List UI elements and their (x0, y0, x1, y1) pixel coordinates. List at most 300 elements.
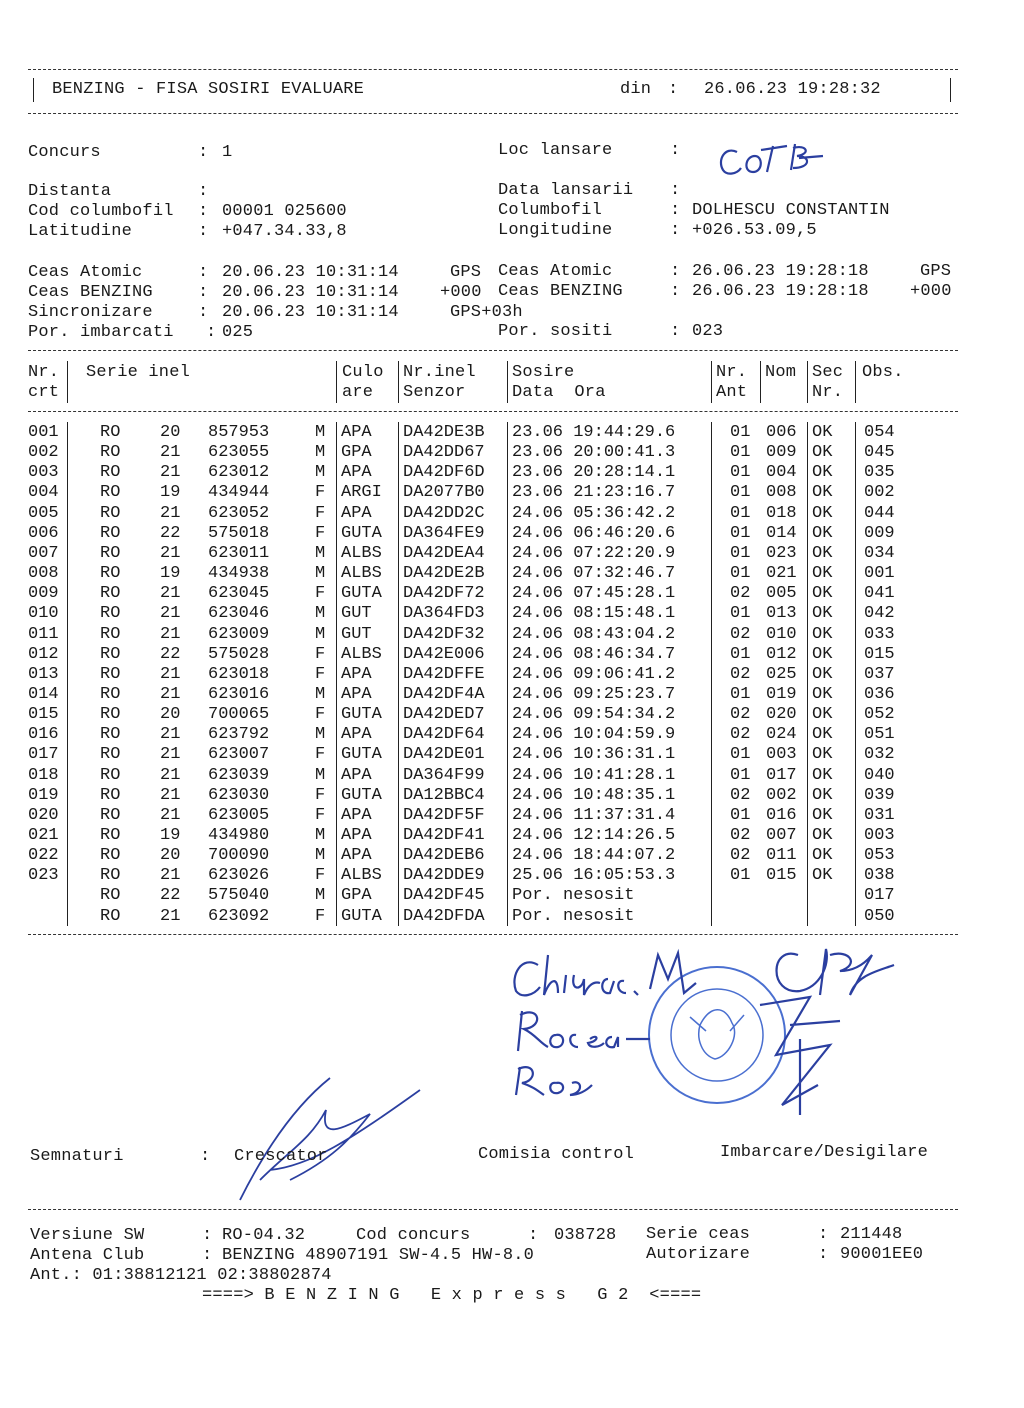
columbofil-label: Columbofil (498, 201, 603, 220)
cell-country: RO (100, 463, 121, 483)
cell-country: RO (100, 684, 121, 704)
cell-antenna: 01 (730, 805, 751, 825)
cell-antenna: 01 (730, 543, 751, 563)
cell-year: 21 (160, 543, 181, 563)
colon: : (670, 201, 681, 220)
cell-sensor: DA42DED7 (403, 705, 485, 725)
cell-arrival: Por. nesosit (512, 886, 635, 906)
colon: : (670, 141, 681, 160)
cell-ring-number: 623007 (208, 745, 270, 765)
cell-sec: OK (812, 584, 833, 604)
table-row (0, 786, 1024, 806)
cell-year: 21 (160, 906, 181, 926)
cell-nom: 002 (766, 785, 797, 805)
cell-obs: 017 (864, 886, 895, 906)
clock-left-2-suffix: GPS+03h (450, 303, 523, 322)
cell-antenna: 01 (730, 463, 751, 483)
cell-antenna: 01 (730, 604, 751, 624)
cell-nom: 003 (766, 745, 797, 765)
cell-color: APA (341, 463, 372, 483)
cell-color: GUT (341, 624, 372, 644)
cell-year: 21 (160, 624, 181, 644)
handwritten-signatures (500, 935, 900, 1135)
colon: : (202, 1226, 213, 1245)
cell-nom: 023 (766, 543, 797, 563)
cell-sec: OK (812, 523, 833, 543)
cell-obs: 037 (864, 664, 895, 684)
semnaturi-label: Semnaturi (30, 1147, 124, 1166)
cell-arrival: 24.06 18:44:07.2 (512, 846, 676, 866)
cell-sec: OK (812, 765, 833, 785)
cod-concurs-value: 038728 (554, 1226, 617, 1245)
cell-sex: F (315, 866, 326, 886)
serie-ceas-value: 211448 (840, 1225, 903, 1244)
cell-sec: OK (812, 846, 833, 866)
col-header-obs: Obs. (862, 363, 904, 382)
cell-sensor: DA42DDE9 (403, 866, 485, 886)
col-header-serie: Serie inel (86, 363, 191, 382)
antena-label: Antena Club (30, 1246, 145, 1265)
cell-color: APA (341, 826, 372, 845)
col-header-culoare-2: are (342, 383, 374, 402)
cell-antenna: 01 (730, 745, 751, 765)
cell-nr-crt: 003 (28, 463, 59, 483)
col-header-inel-2: Senzor (403, 383, 466, 402)
cell-sensor: DA42DEA4 (403, 543, 485, 563)
cell-year: 21 (160, 463, 181, 483)
col-header-crt: crt (28, 383, 60, 402)
cell-country: RO (100, 785, 121, 805)
cell-year: 21 (160, 443, 181, 463)
table-row (0, 645, 1024, 665)
cell-nr-crt: 001 (28, 423, 59, 442)
colon: : (198, 202, 209, 221)
cell-ring-number: 575018 (208, 523, 270, 543)
cell-nom: 024 (766, 725, 797, 745)
cell-nom: 014 (766, 523, 797, 543)
colon: : (198, 263, 209, 282)
cell-country: RO (100, 866, 121, 886)
table-row (0, 766, 1024, 786)
col-header-inel-1: Nr.inel (403, 363, 476, 382)
col-header-sosire-2: Data Ora (512, 383, 606, 402)
cell-sex: M (315, 443, 326, 463)
cell-sensor: DA364F99 (403, 765, 485, 785)
colon: : (670, 322, 681, 341)
cell-sex: M (315, 624, 326, 644)
distanta-label: Distanta (28, 182, 112, 201)
table-row (0, 907, 1024, 927)
official-stamp (649, 967, 785, 1103)
cell-nr-crt: 022 (28, 846, 59, 866)
cell-arrival: 23.06 19:44:29.6 (512, 423, 676, 442)
cell-country: RO (100, 765, 121, 785)
cell-nom: 013 (766, 604, 797, 624)
loc-lansare-handwriting (715, 138, 825, 178)
cell-arrival: 24.06 12:14:26.5 (512, 826, 676, 845)
table-row (0, 886, 1024, 906)
cell-antenna: 01 (730, 503, 751, 523)
cell-year: 20 (160, 846, 181, 866)
cell-country: RO (100, 826, 121, 845)
cell-ring-number: 575040 (208, 886, 270, 906)
cell-color: ALBS (341, 543, 382, 563)
cell-year: 21 (160, 765, 181, 785)
concurs-label: Concurs (28, 143, 101, 162)
cell-sex: M (315, 604, 326, 624)
cell-antenna: 01 (730, 564, 751, 584)
cell-arrival: 25.06 16:05:53.3 (512, 866, 676, 886)
cell-nom: 025 (766, 664, 797, 684)
cell-arrival: 24.06 05:36:42.2 (512, 503, 676, 523)
cell-nr-crt: 013 (28, 664, 59, 684)
colon: : (670, 262, 681, 281)
cell-ring-number: 623018 (208, 664, 270, 684)
cell-color: APA (341, 684, 372, 704)
cell-sex: M (315, 463, 326, 483)
table-row (0, 584, 1024, 604)
cell-antenna: 01 (730, 523, 751, 543)
cell-color: GUT (341, 604, 372, 624)
clock-right-0-value: 26.06.23 19:28:18 (692, 262, 869, 281)
columbofil-value: DOLHESCU CONSTANTIN (692, 201, 890, 220)
cell-sec: OK (812, 684, 833, 704)
cod-concurs-label: Cod concurs (356, 1226, 471, 1245)
comisia-control-label: Comisia control (478, 1145, 635, 1164)
cell-sex: M (315, 765, 326, 785)
col-header-nr: Nr. (28, 363, 60, 382)
cell-antenna: 01 (730, 423, 751, 442)
cell-obs: 051 (864, 725, 895, 745)
data-lansarii-label: Data lansarii (498, 181, 634, 200)
table-row (0, 826, 1024, 846)
cell-sec: OK (812, 705, 833, 725)
cell-color: GUTA (341, 785, 382, 805)
cell-sensor: DA42DF6D (403, 463, 485, 483)
cell-country: RO (100, 584, 121, 604)
cell-color: APA (341, 664, 372, 684)
cell-arrival: 23.06 21:23:16.7 (512, 483, 676, 503)
cell-sex: F (315, 805, 326, 825)
cell-obs: 040 (864, 765, 895, 785)
colon: : (200, 1147, 211, 1166)
versiune-label: Versiune SW (30, 1226, 145, 1245)
cell-country: RO (100, 564, 121, 584)
cell-antenna: 01 (730, 684, 751, 704)
cell-antenna: 01 (730, 765, 751, 785)
cell-arrival: 24.06 10:36:31.1 (512, 745, 676, 765)
cell-year: 21 (160, 725, 181, 745)
cell-nom: 006 (766, 423, 797, 442)
table-row (0, 685, 1024, 705)
cell-obs: 002 (864, 483, 895, 503)
cell-arrival: 24.06 09:25:23.7 (512, 684, 676, 704)
table-row (0, 725, 1024, 745)
cell-country: RO (100, 624, 121, 644)
cell-sex: M (315, 725, 326, 745)
clock-left-1-label: Ceas BENZING (28, 283, 153, 302)
cell-obs: 031 (864, 805, 895, 825)
cell-sex: F (315, 584, 326, 604)
cell-arrival: 23.06 20:00:41.3 (512, 443, 676, 463)
cell-year: 20 (160, 423, 181, 442)
cell-sec: OK (812, 624, 833, 644)
autorizare-value: 90001EE0 (840, 1245, 924, 1264)
table-row (0, 544, 1024, 564)
clock-left-0-label: Ceas Atomic (28, 263, 143, 282)
cell-ring-number: 623092 (208, 906, 270, 926)
cell-arrival: 24.06 09:54:34.2 (512, 705, 676, 725)
cell-obs: 033 (864, 624, 895, 644)
cell-ring-number: 857953 (208, 423, 270, 442)
cell-antenna: 02 (730, 846, 751, 866)
cell-obs: 050 (864, 906, 895, 926)
crescator-signature (230, 1070, 440, 1210)
cell-country: RO (100, 725, 121, 745)
cell-ring-number: 700065 (208, 705, 270, 725)
cell-color: APA (341, 765, 372, 785)
cell-sec: OK (812, 805, 833, 825)
cell-ring-number: 434938 (208, 564, 270, 584)
cell-arrival: 24.06 10:04:59.9 (512, 725, 676, 745)
cell-sex: M (315, 684, 326, 704)
cell-antenna: 02 (730, 725, 751, 745)
table-row (0, 463, 1024, 483)
cell-sex: M (315, 543, 326, 563)
cell-sex: F (315, 705, 326, 725)
cell-color: ARGI (341, 483, 382, 503)
cell-antenna: 02 (730, 826, 751, 845)
table-row (0, 665, 1024, 685)
cell-nr-crt: 017 (28, 745, 59, 765)
cell-nom: 011 (766, 846, 797, 866)
cell-sec: OK (812, 604, 833, 624)
cell-sec: OK (812, 866, 833, 886)
cell-sex: F (315, 523, 326, 543)
cell-obs: 001 (864, 564, 895, 584)
cell-year: 22 (160, 523, 181, 543)
cell-sec: OK (812, 443, 833, 463)
cell-ring-number: 623009 (208, 624, 270, 644)
cell-sensor: DA364FD3 (403, 604, 485, 624)
cell-color: GUTA (341, 705, 382, 725)
cell-country: RO (100, 664, 121, 684)
cell-arrival: 24.06 07:32:46.7 (512, 564, 676, 584)
cell-antenna: 02 (730, 664, 751, 684)
cell-obs: 052 (864, 705, 895, 725)
colon: : (198, 182, 209, 201)
cell-arrival: 24.06 08:15:48.1 (512, 604, 676, 624)
cell-country: RO (100, 745, 121, 765)
longitudine-value: +026.53.09,5 (692, 221, 817, 240)
colon: : (670, 181, 681, 200)
cell-sensor: DA42DF64 (403, 725, 485, 745)
cell-arrival: 24.06 07:45:28.1 (512, 584, 676, 604)
table-row (0, 846, 1024, 866)
cell-sensor: DA42DFDA (403, 906, 485, 926)
clock-left-0-suffix: GPS (450, 263, 482, 282)
cell-ring-number: 623005 (208, 805, 270, 825)
antena-value: BENZING 48907191 SW-4.5 HW-8.0 (222, 1246, 535, 1265)
cell-nr-crt: 016 (28, 725, 59, 745)
cell-nom: 017 (766, 765, 797, 785)
cell-nr-crt: 018 (28, 765, 59, 785)
cell-year: 21 (160, 745, 181, 765)
cell-ring-number: 623046 (208, 604, 270, 624)
table-row (0, 866, 1024, 886)
cell-sex: M (315, 846, 326, 866)
cell-sensor: DA42DE2B (403, 564, 485, 584)
cell-nom: 009 (766, 443, 797, 463)
clock-left-3-label: Por. imbarcati (28, 323, 174, 342)
cell-obs: 045 (864, 443, 895, 463)
cell-arrival: 24.06 06:46:20.6 (512, 523, 676, 543)
table-row (0, 705, 1024, 725)
cell-color: GPA (341, 886, 372, 906)
cell-ring-number: 623016 (208, 684, 270, 704)
cell-color: APA (341, 423, 372, 442)
cell-year: 22 (160, 644, 181, 664)
cell-ring-number: 623026 (208, 866, 270, 886)
cell-nom: 015 (766, 866, 797, 886)
cell-sex: F (315, 664, 326, 684)
table-row (0, 564, 1024, 584)
cell-sec: OK (812, 664, 833, 684)
cell-ring-number: 623055 (208, 443, 270, 463)
clock-left-3-value: 025 (222, 323, 254, 342)
cell-nr-crt: 020 (28, 805, 59, 825)
colon: : (198, 303, 209, 322)
clock-right-1-value: 26.06.23 19:28:18 (692, 282, 869, 301)
cell-sensor: DA42DFFE (403, 664, 485, 684)
autorizare-label: Autorizare (646, 1245, 751, 1264)
cell-ring-number: 700090 (208, 846, 270, 866)
concurs-value: 1 (222, 143, 233, 162)
cell-arrival: 24.06 08:46:34.7 (512, 644, 676, 664)
cell-ring-number: 434944 (208, 483, 270, 503)
cell-obs: 054 (864, 423, 895, 442)
cell-sec: OK (812, 463, 833, 483)
cell-antenna: 02 (730, 785, 751, 805)
cell-arrival: 24.06 10:41:28.1 (512, 765, 676, 785)
loc-lansare-label: Loc lansare (498, 141, 613, 160)
longitudine-label: Longitudine (498, 221, 613, 240)
cell-color: GUTA (341, 584, 382, 604)
cell-nom: 005 (766, 584, 797, 604)
versiune-value: RO-04.32 (222, 1226, 306, 1245)
cell-antenna: 01 (730, 443, 751, 463)
cell-nom: 019 (766, 684, 797, 704)
cell-sensor: DA42DD67 (403, 443, 485, 463)
serie-ceas-label: Serie ceas (646, 1225, 751, 1244)
cell-arrival: Por. nesosit (512, 906, 635, 926)
col-header-sec-1: Sec (812, 363, 844, 382)
report-date-label: din (620, 80, 652, 99)
clock-right-2-value: 023 (692, 322, 724, 341)
cell-nom: 016 (766, 805, 797, 825)
cell-nr-crt: 009 (28, 584, 59, 604)
cell-country: RO (100, 604, 121, 624)
table-row (0, 604, 1024, 624)
cell-nr-crt: 012 (28, 644, 59, 664)
cell-obs: 034 (864, 543, 895, 563)
cell-arrival: 24.06 07:22:20.9 (512, 543, 676, 563)
cell-color: ALBS (341, 564, 382, 584)
cell-ring-number: 623039 (208, 765, 270, 785)
cell-year: 21 (160, 785, 181, 805)
colon: : (670, 221, 681, 240)
cell-sec: OK (812, 725, 833, 745)
cell-sec: OK (812, 503, 833, 523)
cell-antenna: 01 (730, 483, 751, 503)
cell-sec: OK (812, 826, 833, 845)
cell-color: APA (341, 503, 372, 523)
cell-nom: 008 (766, 483, 797, 503)
table-row (0, 625, 1024, 645)
cell-nr-crt: 011 (28, 624, 59, 644)
table-row (0, 443, 1024, 463)
table-row (0, 423, 1024, 443)
table-row (0, 745, 1024, 765)
cell-country: RO (100, 443, 121, 463)
col-header-nom: Nom (765, 363, 797, 382)
cell-nr-crt: 004 (28, 483, 59, 503)
brand-line: ====> B E N Z I N G E x p r e s s G 2 <==== (202, 1286, 702, 1305)
cell-nom: 004 (766, 463, 797, 483)
cell-nr-crt: 007 (28, 543, 59, 563)
cell-country: RO (100, 423, 121, 442)
colon: : (818, 1225, 829, 1244)
cell-ring-number: 575028 (208, 644, 270, 664)
cell-color: APA (341, 805, 372, 825)
col-header-sec-2: Nr. (812, 383, 844, 402)
cell-sex: F (315, 785, 326, 805)
cell-nom: 020 (766, 705, 797, 725)
imbarcare-desigilare-label: Imbarcare/Desigilare (720, 1143, 929, 1162)
cell-sensor: DA42DF72 (403, 584, 485, 604)
crescator-label: Crescator (234, 1147, 328, 1166)
table-row (0, 504, 1024, 524)
cell-nr-crt: 014 (28, 684, 59, 704)
cell-arrival: 23.06 20:28:14.1 (512, 463, 676, 483)
cell-antenna: 01 (730, 866, 751, 886)
cell-nr-crt: 006 (28, 523, 59, 543)
cell-sec: OK (812, 644, 833, 664)
cell-arrival: 24.06 09:06:41.2 (512, 664, 676, 684)
cell-year: 20 (160, 705, 181, 725)
cell-sex: M (315, 886, 326, 906)
cell-obs: 041 (864, 584, 895, 604)
cell-arrival: 24.06 08:43:04.2 (512, 624, 676, 644)
cell-sec: OK (812, 543, 833, 563)
cell-ring-number: 623011 (208, 543, 270, 563)
cell-color: ALBS (341, 644, 382, 664)
antenna-codes: Ant.: 01:38812121 02:38802874 (30, 1266, 332, 1285)
cod-columbofil-label: Cod columbofil (28, 202, 174, 221)
cell-sex: M (315, 564, 326, 584)
cell-country: RO (100, 503, 121, 523)
clock-left-2-label: Sincronizare (28, 303, 153, 322)
cell-country: RO (100, 886, 121, 906)
clock-left-0-value: 20.06.23 10:31:14 (222, 263, 399, 282)
cell-sensor: DA42DEB6 (403, 846, 485, 866)
cell-sensor: DA2077B0 (403, 483, 485, 503)
cell-antenna: 02 (730, 705, 751, 725)
cell-sensor: DA42DE01 (403, 745, 485, 765)
cell-nom: 010 (766, 624, 797, 644)
cell-nr-crt: 005 (28, 503, 59, 523)
col-header-ant-2: Ant (716, 383, 748, 402)
